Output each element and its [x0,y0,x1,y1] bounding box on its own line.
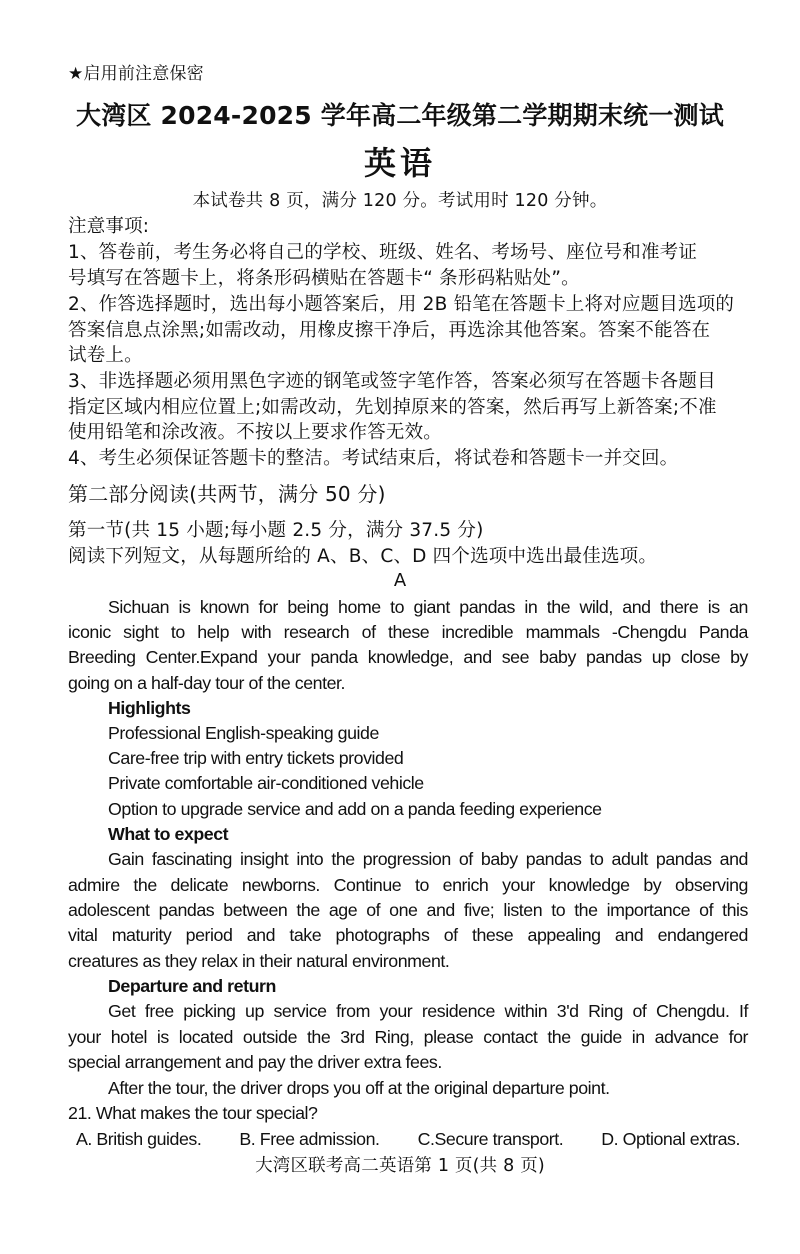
passage-line: After the tour, the driver drops you off at the original departure point. [108,1078,610,1098]
departure-heading: Departure and return [108,976,276,996]
notes-line: 指定区域内相应位置上;如需改动，先划掉原来的答案，然后再写上新答案;不准 [68,397,717,418]
notes-line: 号填写在答题卡上，将条形码横贴在答题卡“ 条形码粘贴处”。 [68,268,580,289]
highlights-heading: Highlights [108,698,191,718]
notes-line: 4、考生必须保证答题卡的整洁。考试结束后，将试卷和答题卡一并交回。 [68,448,679,469]
option-c[interactable]: C.Secure transport. [417,1129,564,1149]
confidential-mark: ★启用前注意保密 [68,64,204,84]
highlight-item: Option to upgrade service and add on a panda feeding experience [108,799,602,819]
question-options [76,1126,740,1152]
passage-line: going on a half-day tour of the center. [68,673,346,693]
expect-heading: What to expect [108,824,229,844]
notes-line: 1、答卷前，考生务必将自己的学校、班级、姓名、考场号、座位号和准考证 [68,242,698,263]
passage-line: Get free picking up service from your residence within 3'd Ring of Chengdu. If [108,1001,748,1021]
passage-line: iconic sight to help with research of these incredible mammals -Chengdu Panda [68,622,748,642]
exam-title: 大湾区 2024-2025 学年高二年级第二学期期末统一测试 [76,101,724,130]
section-title: 第一节(共 15 小题;每小题 2.5 分，满分 37.5 分) [68,520,484,541]
passage-line: Breeding Center.Expand your panda knowledge, and see baby pandas up close by [68,647,748,667]
page-footer: 大湾区联考高二英语第 1 页(共 8 页) [255,1156,545,1176]
question-stem: 21. What makes the tour special? [68,1103,318,1123]
notes-line: 试卷上。 [68,345,143,366]
instruction-text: 阅读下列短文，从每题所给的 A、B、C、D 四个选项中选出最佳选项。 [68,546,658,567]
passage-line: adolescent pandas between the age of one and five; listen to the importance of this [68,900,748,920]
notes-heading: 注意事项: [68,216,150,237]
notes-line: 答案信息点涂黑;如需改动，用橡皮擦干净后，再选涂其他答案。答案不能答在 [68,320,711,341]
paper-info: 本试卷共 8 页，满分 120 分。考试用时 120 分钟。 [192,191,608,211]
passage-line: your hotel is located outside the 3rd Ring, please contact the guide in advance for [68,1027,748,1047]
notes-line: 2、作答选择题时，选出每小题答案后，用 2B 铅笔在答题卡上将对应题目选项的 [68,294,735,315]
notes-line: 使用铅笔和涂改液。不按以上要求作答无效。 [68,422,443,443]
notes-line: 3、非选择题必须用黑色字迹的钢笔或签字笔作答，答案必须写在答题卡各题目 [68,371,716,392]
passage-line: vital maturity period and take photographs of these appealing and endangered [68,925,748,945]
part-title: 第二部分阅读(共两节，满分 50 分) [68,482,386,506]
highlight-item: Professional English-speaking guide [108,723,379,743]
highlight-item: Care-free trip with entry tickets provided [108,748,404,768]
subject-title: 英语 [363,144,436,182]
passage-label: A [393,570,407,591]
passage-line: admire the delicate newborns. Continue to enrich your knowledge by observing [68,875,748,895]
option-a[interactable]: A. British guides. [76,1129,202,1149]
passage-line: Gain fascinating insight into the progression of baby pandas to adult pandas and [108,849,748,869]
highlight-item: Private comfortable air-conditioned vehicle [108,773,424,793]
passage-line: special arrangement and pay the driver extra fees. [68,1052,442,1072]
option-d[interactable]: D. Optional extras. [601,1129,740,1149]
passage-line: creatures as they relax in their natural environment. [68,951,450,971]
option-b[interactable]: B. Free admission. [239,1129,380,1149]
passage-line: Sichuan is known for being home to giant pandas in the wild, and there is an [108,597,748,617]
